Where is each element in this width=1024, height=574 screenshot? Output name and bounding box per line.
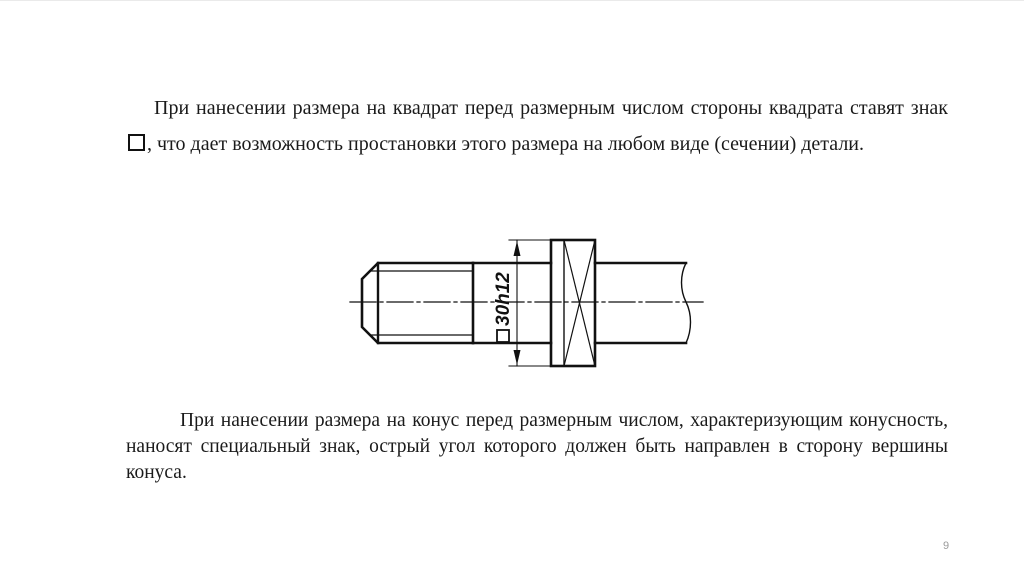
dimension-arrow-bottom bbox=[514, 350, 521, 365]
dimension-square-icon bbox=[497, 330, 509, 342]
page-number: 9 bbox=[942, 540, 950, 552]
dimension-label-group bbox=[493, 272, 514, 342]
paragraph-1-text-after: , что дает возможность простановки этого размера на любом виде (сечении) детали. bbox=[147, 133, 865, 155]
dimension-arrow-top bbox=[514, 241, 521, 256]
paragraph-cone-dimension: При нанесении размера на конус перед размерным числом, характеризующим конусность, наносят специальный знак, острый угол которого должен быть направлен в сторону вершины конуса. bbox=[126, 410, 948, 483]
dimension-label: 30h12 bbox=[493, 272, 514, 326]
flange-square bbox=[551, 240, 595, 366]
break-line bbox=[682, 263, 691, 343]
paragraph-1-text-before: При нанесении размера на квадрат перед размерным числом стороны квадрата ставят знак bbox=[154, 97, 948, 119]
